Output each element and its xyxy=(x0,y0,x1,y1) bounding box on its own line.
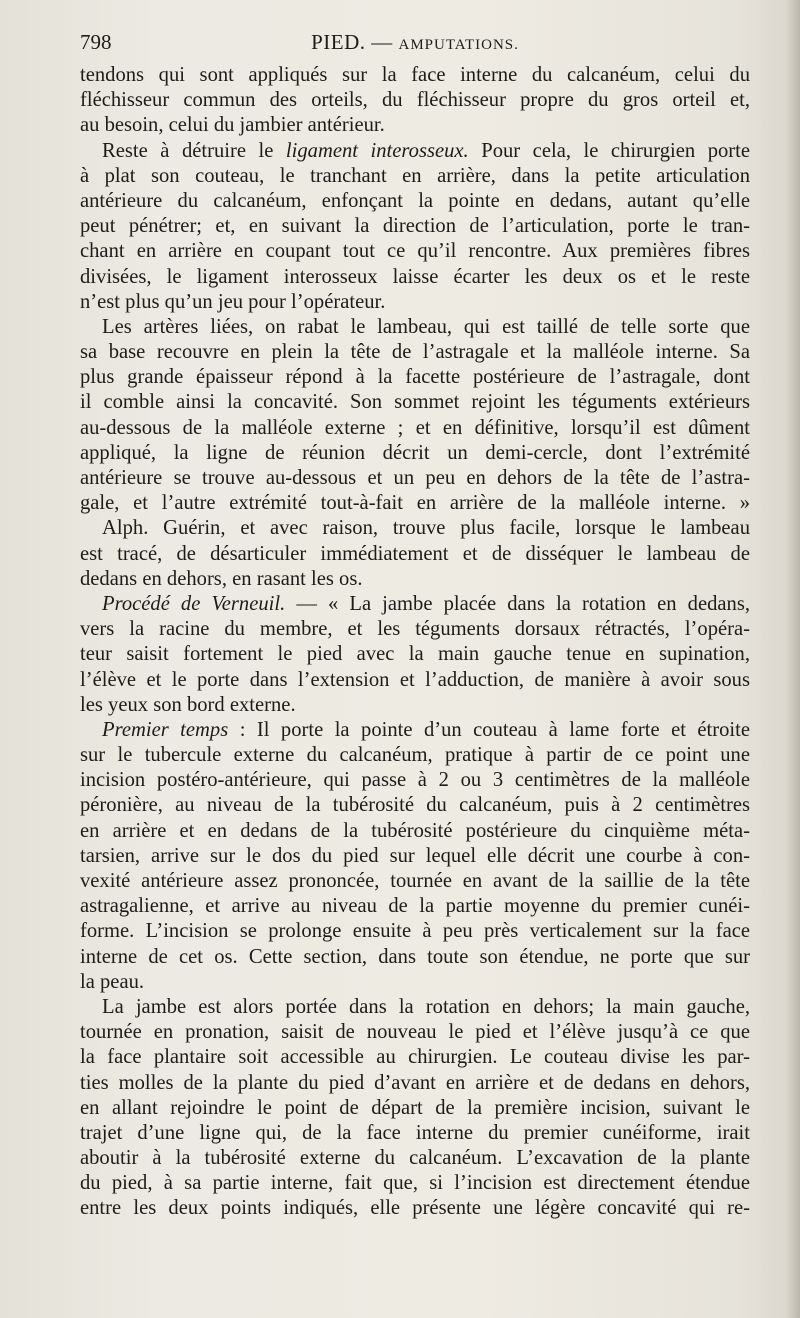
text-line: est tracé, de désarticuler immédiatement et de disséquer le lambeau de xyxy=(80,542,750,565)
text-line: Alph. Guérin, et avec raison, trouve plus facile, lorsque le lambeau xyxy=(102,517,750,540)
italic-term: Premier temps xyxy=(102,718,229,741)
text-line: teur saisit fortement le pied avec la main gauche tenue en supination, xyxy=(80,643,750,666)
text-line: fléchisseur commun des orteils, du fléchisseur propre du gros orteil et, xyxy=(80,89,750,112)
text-line: tarsien, arrive sur le dos du pied sur lequel elle décrit une courbe à con- xyxy=(80,844,750,867)
text-line: aboutir à la tubérosité externe du calcanéum. L’excavation de la plante xyxy=(80,1147,750,1170)
text-line: sa base recouvre en plein la tête de l’astragale et la malléole interne. Sa xyxy=(80,341,750,364)
text-line: en arrière et en dedans de la tubérosité postérieure du cinquième méta- xyxy=(80,819,750,842)
text-line xyxy=(80,718,750,743)
running-head-section: AMPUTATIONS. xyxy=(398,37,519,53)
text-line: forme. L’incision se prolonge ensuite à peu près verticalement sur la face xyxy=(80,920,750,943)
text-line: la face plantaire soit accessible au chirurgien. Le couteau divise les par- xyxy=(80,1046,750,1069)
text-line: du pied, à sa partie interne, fait que, si l’incision est directement étendue xyxy=(80,1172,750,1195)
text-run: Pour cela, le chirurgien porte xyxy=(468,139,751,162)
page-header xyxy=(80,30,750,60)
text-line: antérieure se trouve au-dessous et un peu en dehors de la tête de l’astra- xyxy=(80,467,750,489)
text-line: au-dessous de la malléole externe ; et en définitive, lorsqu’il est dûment xyxy=(80,416,750,439)
text-line xyxy=(80,139,750,164)
running-head-dash: — xyxy=(365,30,399,54)
text-run: — « La jambe placée dans la rotation en dedans, xyxy=(285,592,750,615)
page-number: 798 xyxy=(80,30,112,54)
text-line: péronière, au niveau de la tubérosité du calcanéum, puis à 2 centimètres xyxy=(80,794,750,817)
text-line: dedans en dehors, en rasant les os. xyxy=(80,567,363,590)
text-line: vexité antérieure assez prononcée, tournée en avant de la saillie de la tête xyxy=(80,870,750,892)
text-line: à plat son couteau, le tranchant en arrière, dans la petite articulation xyxy=(80,164,750,187)
text-line: tendons qui sont appliqués sur la face interne du calcanéum, celui du xyxy=(80,64,750,86)
italic-term: Procédé de Verneuil. xyxy=(102,592,286,615)
text-run: Reste à détruire le xyxy=(102,139,286,162)
text-line: en allant rejoindre le point de départ de la première incision, suivant le xyxy=(80,1096,750,1119)
text-line: ties molles de la plante du pied d’avant en arrière et de dedans en dehors, xyxy=(80,1071,750,1094)
text-line: la peau. xyxy=(80,970,145,993)
text-run: : Il porte la pointe d’un couteau à lame forte et étroite xyxy=(228,718,750,741)
text-line: les yeux son bord externe. xyxy=(80,693,296,716)
running-head-title: PIED. xyxy=(311,30,366,54)
text-line: interne de cet os. Cette section, dans toute son étendue, ne porte que sur xyxy=(80,945,750,968)
text-line: divisées, le ligament interosseux laisse écarter les deux os et le reste xyxy=(80,265,750,288)
text-line: l’élève et le porte dans l’extension et l’adduction, de manière à avoir sous xyxy=(80,668,750,691)
text-line: appliqué, la ligne de réunion décrit un demi-cercle, dont l’extrémité xyxy=(80,441,750,464)
text-line: Les artères liées, on rabat le lambeau, qui est taillé de telle sorte que xyxy=(102,315,750,338)
text-line: chant en arrière en coupant tout ce qu’il rencontre. Aux premières fibres xyxy=(80,240,750,263)
text-line: trajet d’une ligne qui, de la face interne du premier cunéiforme, irait xyxy=(80,1121,750,1144)
text-line xyxy=(80,592,750,617)
text-line: antérieure du calcanéum, enfonçant la pointe en dedans, autant qu’elle xyxy=(80,189,750,212)
body-text xyxy=(80,63,750,1222)
text-line: peut pénétrer; et, en suivant la direction de l’articulation, porte le tran- xyxy=(80,215,750,238)
text-line: il comble ainsi la concavité. Son sommet rejoint les téguments extérieurs xyxy=(80,391,750,414)
text-line: au besoin, celui du jambier antérieur. xyxy=(80,114,385,137)
text-line: astragalienne, et arrive au niveau de la partie moyenne du premier cunéi- xyxy=(80,895,750,918)
text-line: n’est plus qu’un jeu pour l’opérateur. xyxy=(80,290,386,313)
text-line: vers la racine du membre, et les téguments dorsaux rétractés, l’opéra- xyxy=(80,618,750,641)
text-line: incision postéro-antérieure, qui passe à 2 ou 3 centimètres de la malléole xyxy=(80,769,750,792)
text-line: La jambe est alors portée dans la rotation en dehors; la main gauche, xyxy=(102,995,750,1018)
text-line: entre les deux points indiqués, elle présente une légère concavité qui re- xyxy=(80,1197,750,1220)
italic-term: ligament interosseux. xyxy=(285,139,469,162)
text-line: plus grande épaisseur répond à la facette postérieure de l’astragale, dont xyxy=(80,366,750,389)
text-line: tournée en pronation, saisit de nouveau le pied et l’élève jusqu’à ce que xyxy=(80,1021,750,1044)
text-line: gale, et l’autre extrémité tout-à-fait en arrière de la malléole interne. » xyxy=(80,492,750,515)
running-head xyxy=(80,30,750,55)
text-line: sur le tubercule externe du calcanéum, pratique à partir de ce point une xyxy=(80,744,750,767)
